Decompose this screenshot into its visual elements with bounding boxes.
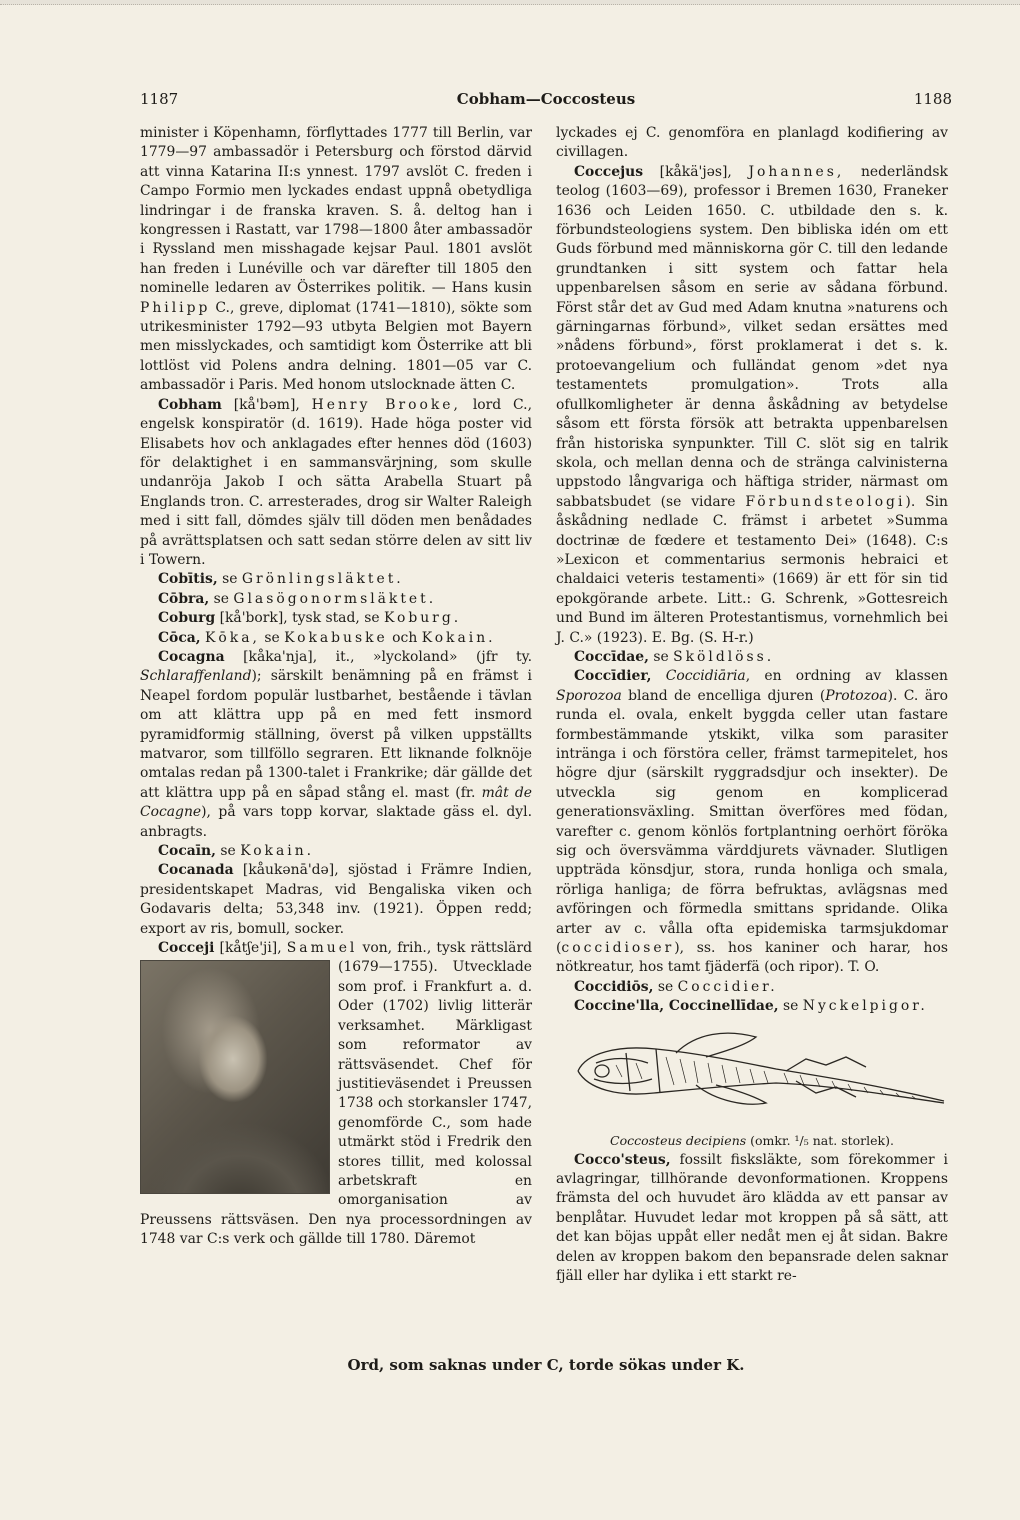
figure-caption: Coccosteus decipiens (omkr. ¹/₅ nat. storlek). — [610, 1133, 894, 1149]
entry-cobitis: Cobītis, se Grönlingsläktet. — [158, 571, 404, 588]
headword: Coccejus — [574, 163, 644, 180]
entry-coccosteus: Cocco'steus, fossilt fisksläkte, som förekommer i avlagringar, tillhörande devonformationen. Kroppens främsta del och huvudet äro klädda av ett pansar av benplåtar. Huvudet ledar mot kroppen på så sätt, att det kan böjas uppåt eller nedåt men ej åt sidan. Bakre delen av kroppen bakom den bepansrade delen saknar fjäll eller har dylika i ett starkt re- — [556, 1151, 948, 1284]
right-column — [556, 124, 948, 1286]
page-header — [140, 90, 952, 114]
page-footer-note: Ord, som saknas under C, torde sökas under K. — [347, 1356, 745, 1374]
headword: Cōca, — [158, 629, 201, 646]
headword: Cōbra, — [158, 590, 210, 607]
headword: Cocagna — [158, 648, 225, 665]
headword: Coccidiōs, — [574, 978, 654, 995]
entry-cobra: Cōbra, se Glasögonormsläktet. — [158, 590, 437, 607]
entry-cocceji: Cocceji [kåtʃe'ji], Samuel von, frih., tysk rättslärd (1679—1755). Utvecklade som prof. i Frankfurt a. d. Oder (1702) livlig litterär verksamhet. Märkligast som reformator av rättsväsendet. Chef för justitieväsendet i Preussen 1738 och storkansler 1747, genomförde C., som hade utmärkt stöd i Fredrik den stores tillit, med kolossal arbetskraft en omorganisation av Preussens rättsväsen. Den nya processordningen av 1748 var C:s verk och gällde till 1780. Däremot — [140, 940, 532, 1248]
entry-continuation: lyckades ej C. genomföra en planlagd kodifiering av civillagen. — [556, 125, 948, 161]
left-column — [140, 124, 532, 1250]
headword: Cocaīn, — [158, 843, 216, 860]
running-title: Cobham—Coccosteus — [456, 90, 636, 108]
entry-cobham: Cobham [kå'bəm], Henry Brooke, lord C., engelsk konspiratör (d. 1619). Hade höga poster vid Elisabets hov och anklagades efter hennes död (1603) för delaktighet i en sammansvärjning, som skulle undanröja Jakob I och sätta Arabella Stuart på Englands tron. C. arresterades, drog sir Walter Raleigh med i sitt fall, dömdes själv till döden men benådades på avrättsplatsen och satt sedan större delen av sitt liv i Towern. — [140, 396, 532, 568]
entry-coccidier: Coccīdier, Coccidiāria, en ordning av klassen Sporozoa bland de encelliga djuren (Protozoa). C. äro runda el. ovala, enkelt byggda celler utan fastare formbestämmande ytskikt, vilka som parasiter intränga i och förstöra celler, främst tarmepitelet, hos högre djur (särskilt ryggradsdjur och insekter). De utveckla sig genom en komplicerad generationsväxling. Smittan överföres med födan, varefter c. genom könlös fortplantning oerhört föröka sig och översvämma värddjurets vävnader. Slutligen uppträda könsdjur, stora, runda honliga och smala, rörliga hanliga; de förra befruktas, avlägsnas med avföringen och förmedla smittans spridande. Olika arter av c. vålla ofta epidemiska tarmsjukdomar (coccidioser), ss. hos kaniner och harar, hos nötkreatur, hos tamt fjäderfä (och ripor). T. O. — [556, 668, 949, 976]
headword: Cocceji — [158, 940, 215, 957]
headword: Coburg — [158, 610, 216, 627]
top-edge — [0, 0, 1020, 5]
entry-coccidios: Coccidiōs, se Coccidier. — [574, 978, 778, 995]
entry-coburg: Coburg [kå'bork], tysk stad, se Koburg. — [158, 610, 462, 627]
headword: Cobītis, — [158, 571, 218, 588]
coccosteus-fossil-illustration — [556, 1023, 948, 1123]
entry-coca: Cōca, Kōka, se Kokabuske och Kokain. — [158, 629, 496, 646]
headword: Coccīdae, — [574, 648, 649, 665]
page-number-right: 1188 — [913, 90, 952, 108]
headword: Coccīdier, — [574, 668, 652, 685]
entry-cocain: Cocaīn, se Kokain. — [158, 843, 315, 860]
page-number-left: 1187 — [140, 90, 179, 108]
entry-coccinella: Coccine'lla, Coccinellīdae, se Nyckelpigor. — [574, 998, 928, 1015]
entry-coccidae: Coccīdae, se Sköldlöss. — [574, 648, 775, 665]
entry-cocagna: Cocagna [kåka'nja], it., »lyckoland» (jfr ty. Schlaraffenland); särskilt benämning på en främst i Neapel fordom populär lustbarhet, bestående i tävlan om att klättra upp på en med fett insmord pyramidformig ställning, överst på vilken uppställts matvaror, som tillföllo segraren. Ett liknande folknöje omtalas redan på 1300-talet i Frankrike; där gällde det att klättra upp på en såpad stång el. mast (fr. mât de Cocagne), på vars topp korvar, slaktade gäss el. dyl. anbragts. — [140, 648, 532, 840]
portrait-cocceji — [140, 960, 330, 1194]
headword: Cobham — [158, 396, 222, 413]
entry-cocanada: Cocanada [kåukənā'də], sjöstad i Främre Indien, presidentskapet Madras, vid Bengaliska viken och Godavaris delta; 53,348 inv. (1921). Öppen redd; export av ris, bomull, socker. — [140, 862, 532, 937]
entry-continuation: minister i Köpenhamn, förflyttades 1777 till Berlin, var 1779—97 ambassadör i Petersburg och förstod därvid att vinna Katarina II:s ynnest. 1797 avslöt C. freden i Campo Formio men lyckades endast uppnå obetydliga lindringar i de franska kraven. S. å. deltog han i kongressen i Rastatt, var 1798—1800 åter ambassadör i Ryssland men misshagade kejsar Paul. 1801 avslöt han freden i Lunéville och var därefter till 1805 den nominelle ledaren av Österrikes politik. — Hans kusin Philipp C., greve, diplomat (1741—1810), sökte som utrikesminister 1792—93 utbyta Belgien mot Bayern men misslyckades, och samtidigt kom Österrike att bli lottlöst vid Polens andra delning. 1801—05 var C. ambassadör i Paris. Med honom utslocknade ätten C. — [140, 125, 532, 394]
entry-coccejus: Coccejus [kåkä'jəs], Johannes, nederländsk teolog (1603—69), professor i Bremen 1630, Franeker 1636 och Leiden 1650. C. utbildade den s. k. förbundsteologiens system. Den bibliska idén om ett Guds förbund med människorna gör C. till den ledande grundtanken i sitt system och fattar hela uppenbarelsen såsom en serie av sådana förbund. Först står det av Gud med Adam knutna »naturens och gärningarnas förbund», vilket sedan ersättes med »nådens förbund», först proklamerat i det s. k. protoevangelium och fulländat genom »det nya testamentets promulgation». Trots alla ofullkomligheter är denna åskådning av betydelse såsom ett första försök att betrakta uppenbarelsen från historiska synpunkter. Till C. slöt sig en talrik skola, och mellan denna och de stränga calvinisterna uppstodo långvariga och häftiga strider, närmast om sabbatsbudet (se vidare Förbundsteologi). Sin åskådning nedlade C. främst i arbetet »Summa doctrinæ de fœdere et testamento Dei» (1648). C:s »Lexicon et commentarius sermonis hebraici et chaldaici veteris testamenti» (1669) är ett för sin tid epokgörande arbete. Litt.: G. Schrenk, »Gottesreich und Bund im älteren Protestantismus, vornehmlich bei J. C.» (1923). E. Bg. (S. H-r.) — [556, 163, 949, 646]
headword: Cocanada — [158, 862, 234, 879]
headword: Cocco'steus, — [574, 1151, 671, 1168]
headword: Coccine'lla, Coccinellīdae, — [574, 998, 779, 1015]
